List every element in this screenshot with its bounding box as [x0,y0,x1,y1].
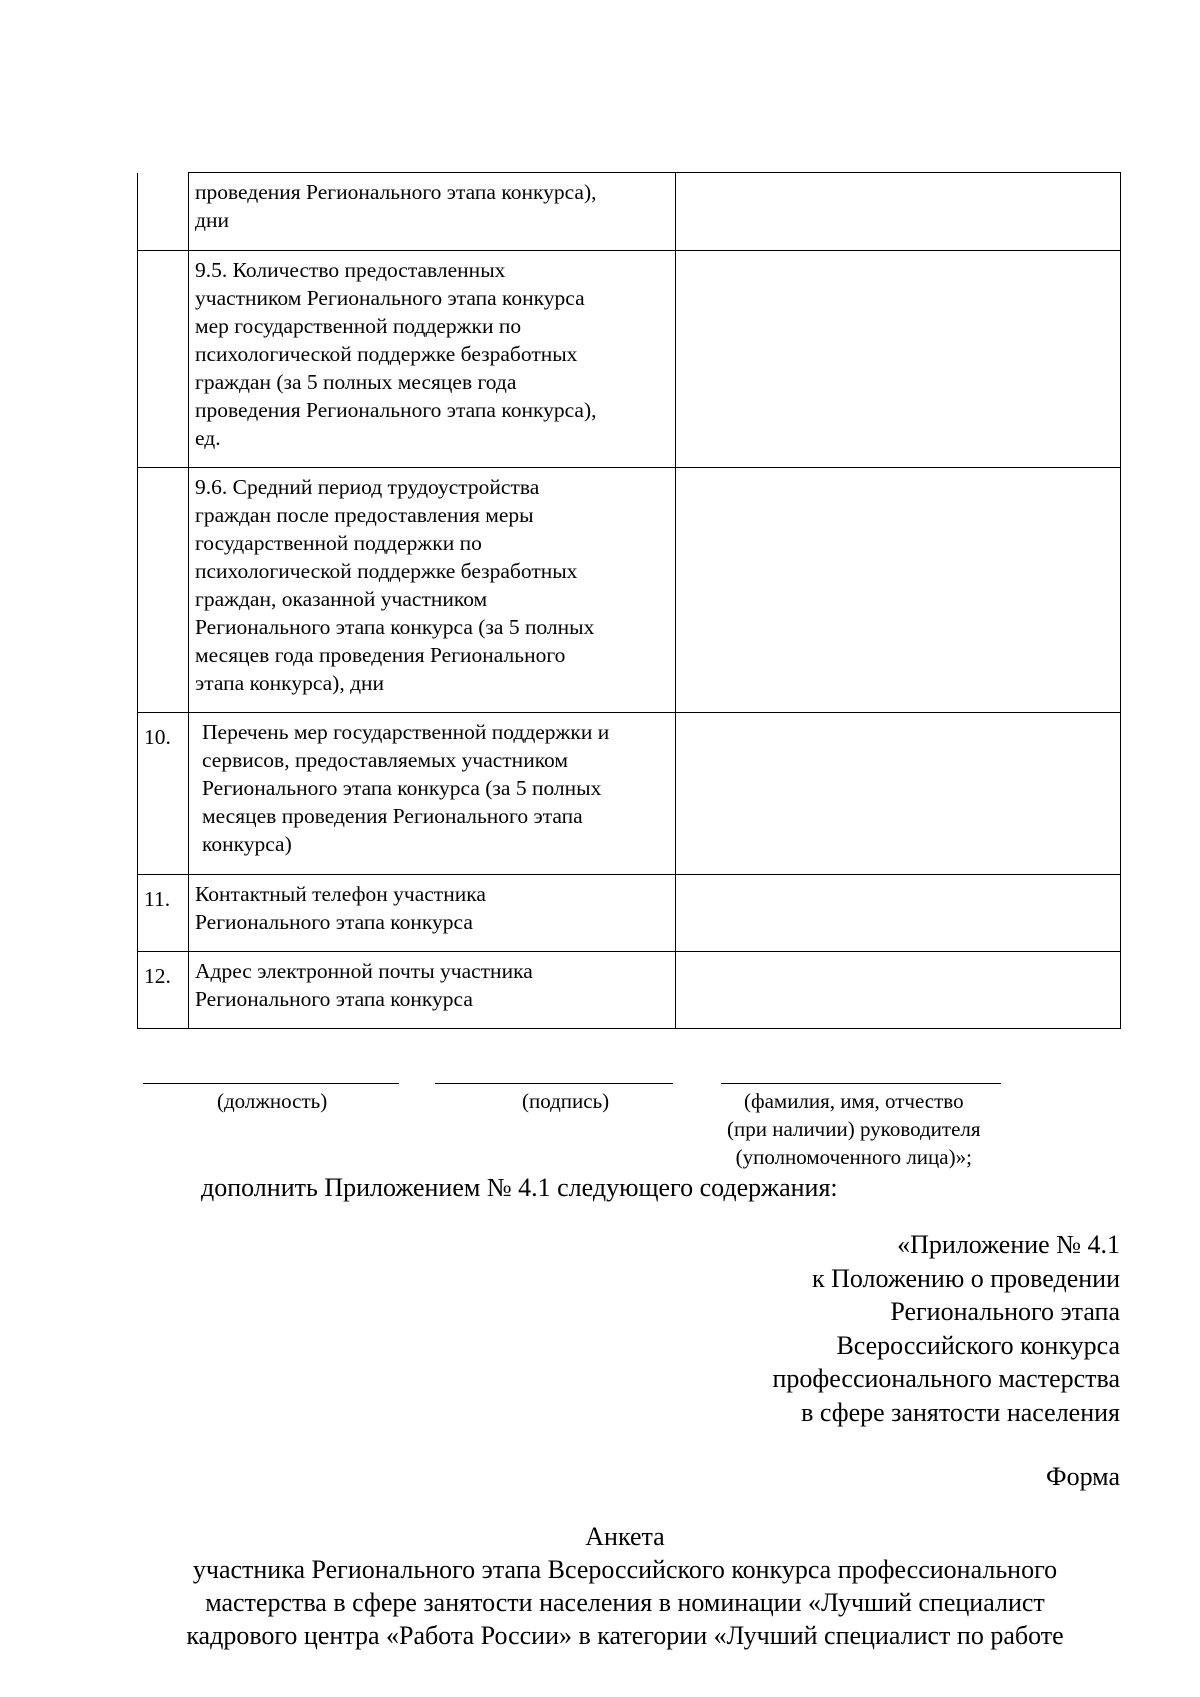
row-value-cell[interactable] [676,468,1121,713]
questionnaire-title: Анкета [585,1522,665,1551]
row-value-cell[interactable] [676,713,1121,875]
questionnaire-table [137,172,1121,1029]
row-label: 9.6. Средний период трудоустройства граждан после предоставления меры государственной поддержки по психологической поддержке безработных граждан, оказанной участником Регионального этапа конкурса (за 5 полных месяцев года проведения Регионального этапа конкурса), дни [189,468,676,713]
amendment-paragraph: дополнить Приложением № 4.1 следующего содержания: [201,1173,838,1202]
row-label: проведения Регионального этапа конкурса), дни [189,173,676,251]
appendix-line: к Положению о проведении [811,1263,1120,1293]
row-number: 12. [138,952,189,1029]
row-value-cell[interactable] [676,173,1121,251]
row-value-cell[interactable] [676,875,1121,952]
row-value-cell[interactable] [676,952,1121,1029]
questionnaire-title-block [140,1520,1110,1652]
questionnaire-subtitle-line: мастерства в сфере занятости населения в номинации «Лучший специалист [205,1588,1045,1617]
table-row [138,251,1121,468]
signature-caption: (подпись) [522,1089,610,1113]
appendix-line: профессионального мастерства [772,1364,1120,1393]
appendix-line: в сфере занятости населения [801,1397,1120,1427]
questionnaire-subtitle-line: участника Регионального этапа Всероссийского конкурса профессионального [192,1555,1058,1584]
table-row [138,173,1121,251]
table-row [138,468,1121,713]
row-number: 10. [138,713,189,875]
table-row [138,713,1121,875]
questionnaire-subtitle-line: кадрового центра «Работа России» в категории «Лучший специалист по работе [186,1621,1064,1650]
signature-line[interactable] [435,1083,673,1084]
appendix-line: Регионального этапа [890,1297,1120,1326]
row-label: Контактный телефон участника Регионального этапа конкурса [189,875,676,952]
position-caption: (должность) [217,1089,328,1113]
table-row [138,875,1121,952]
row-number [138,468,189,713]
row-label: Перечень мер государственной поддержки и сервисов, предоставляемых участником Регионального этапа конкурса (за 5 полных месяцев проведения Регионального этапа конкурса) [189,713,676,875]
form-label: Форма [1046,1462,1120,1491]
name-caption: (фамилия, имя, отчество (при наличии) руководителя (уполномоченного лица)»; [727,1089,981,1169]
row-number: 11. [138,875,189,952]
appendix-line: «Приложение № 4.1 [897,1230,1120,1259]
position-signature-line[interactable] [143,1083,399,1084]
name-signature-line[interactable] [721,1083,1001,1084]
appendix-line: Всероссийского конкурса [836,1330,1120,1360]
row-number [138,173,189,251]
row-number [138,251,189,468]
appendix-heading [772,1228,1120,1429]
row-label: Адрес электронной почты участника Регионального этапа конкурса [189,952,676,1029]
table-row [138,952,1121,1029]
row-value-cell[interactable] [676,251,1121,468]
row-label: 9.5. Количество предоставленных участником Регионального этапа конкурса мер государственной поддержки по психологической поддержке безработных граждан (за 5 полных месяцев года проведения Регионального этапа конкурса), ед. [189,251,676,468]
